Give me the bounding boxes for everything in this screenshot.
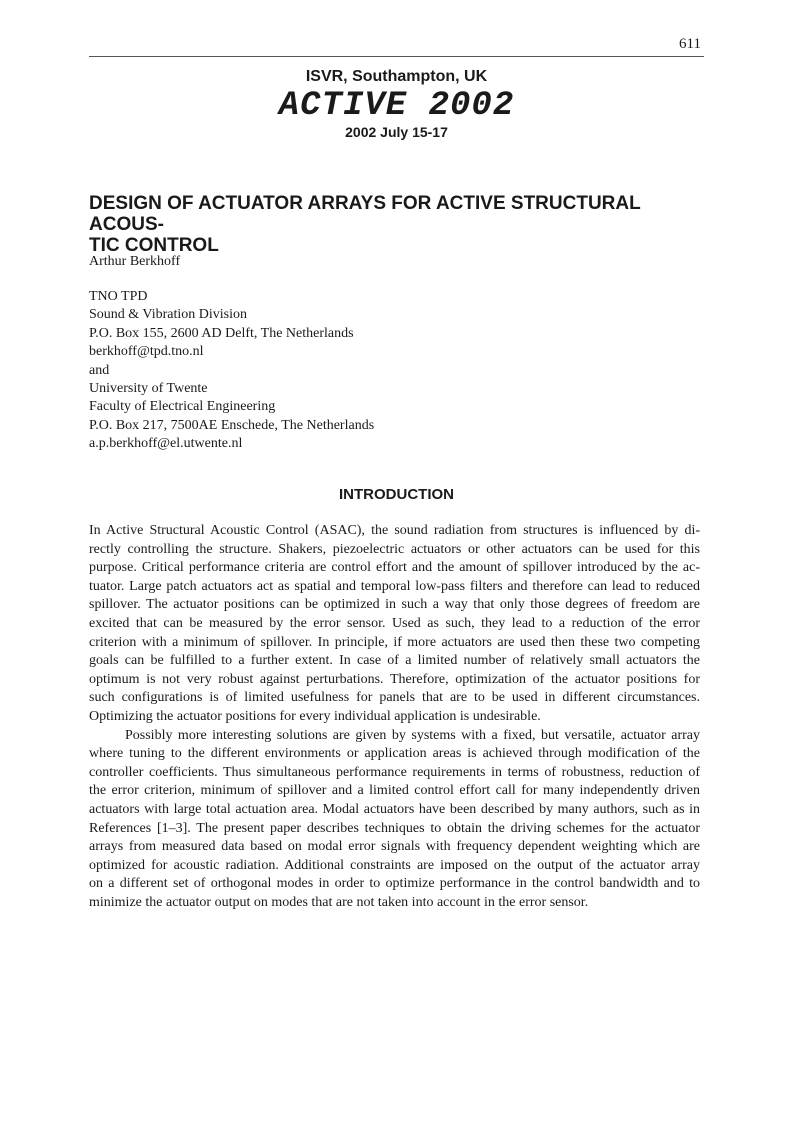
- text-line: Possibly more interesting solutions are given by systems with a fixed, but versatile, actuator array: [125, 727, 700, 743]
- affiliation-line: P.O. Box 217, 7500AE Enschede, The Netherlands: [89, 417, 375, 433]
- text-line: In Active Structural Acoustic Control (ASAC), the sound radiation from structures is influenced by di-: [89, 523, 700, 538]
- affiliation-line: and: [89, 362, 110, 378]
- page-number: 611: [679, 36, 701, 52]
- affiliation-line: University of Twente: [89, 381, 208, 397]
- affiliation-email: berkhoff@tpd.tno.nl: [89, 344, 204, 360]
- text-line: purpose. Critical performance criteria are control effort and the amount of spillover introduced by the ac-: [89, 560, 700, 576]
- text-line: on a different set of orthogonal modes in order to optimize performance in the control bandwidth and to: [89, 876, 700, 892]
- affiliation-line: Faculty of Electrical Engineering: [89, 399, 276, 415]
- section-heading-introduction: INTRODUCTION: [339, 486, 454, 503]
- affiliation-line: P.O. Box 155, 2600 AD Delft, The Netherlands: [89, 325, 354, 341]
- conference-location: ISVR, Southampton, UK: [305, 68, 488, 85]
- affiliation-line: Sound & Vibration Division: [89, 307, 247, 323]
- text-line: Optimizing the actuator positions for every individual application is undesirable.: [89, 708, 541, 724]
- text-line: actuators with large total actuation area. Modal actuators have been described by many authors, such as in: [89, 801, 700, 817]
- text-line: criterion with a minimum of spillover. In principle, if more actuators are used then these two competing: [89, 634, 700, 650]
- text-line: optimized for acoustic radiation. Additional constraints are imposed on the output of the actuator array: [89, 857, 700, 873]
- affiliation-line: TNO TPD: [89, 289, 148, 304]
- affiliation-block: [89, 288, 374, 454]
- conference-name: ACTIVE 2002: [278, 87, 515, 125]
- text-line: rectly controlling the structure. Shakers, piezoelectric actuators or other actuators can be used for this: [89, 541, 700, 557]
- text-line: the error criterion, minimum of spillover and a limited control effort call for many independently driven: [89, 783, 700, 799]
- paragraph-2: [89, 727, 700, 913]
- text-line: arrays from measured data based on modal error signals with frequency dependent weighting which are: [89, 839, 700, 855]
- paragraph-1: [89, 522, 700, 727]
- conference-dates: 2002 July 15-17: [345, 124, 448, 140]
- paper-title-line: TIC CONTROL: [89, 235, 219, 256]
- author-name: Arthur Berkhoff: [89, 254, 181, 269]
- text-line: minimize the actuator output on modes that are not taken into account in the error sensor.: [89, 894, 589, 910]
- text-line: goals can be fulfilled to a further extent. In case of a limited number of relatively small actuators the: [89, 653, 700, 669]
- affiliation-email: a.p.berkhoff@el.utwente.nl: [89, 436, 243, 452]
- conference-header: [0, 64, 793, 140]
- text-line: References [1–3]. The present paper describes techniques to obtain the driving schemes for the actuator: [89, 820, 700, 836]
- text-line: excited that can be measured by the error sensor. Used as such, they lead to a reduction of the error: [89, 615, 700, 631]
- text-line: such configurations is of limited usefulness for panels that are to be used in different circumstances.: [89, 690, 700, 706]
- text-line: optimum is not very robust against perturbations. Therefore, optimization of the actuator positions for: [89, 671, 700, 687]
- introduction-body: [89, 522, 700, 912]
- paper-title: [89, 193, 704, 256]
- text-line: tuator. Large patch actuators act as spatial and temporal low-pass filters and therefore can lead to reduced: [89, 578, 700, 594]
- text-line: controller coefficients. Thus simultaneous performance requirements in terms of robustness, reduction of: [89, 764, 700, 780]
- paper-title-line: DESIGN OF ACTUATOR ARRAYS FOR ACTIVE STRUCTURAL ACOUS-: [89, 193, 641, 235]
- text-line: where tuning to the different environments or application areas is achieved through modification of the: [89, 746, 700, 762]
- header-rule: [89, 56, 704, 57]
- text-line: spillover. The actuator positions can be optimized in such a way that only those degrees of freedom are: [89, 597, 700, 613]
